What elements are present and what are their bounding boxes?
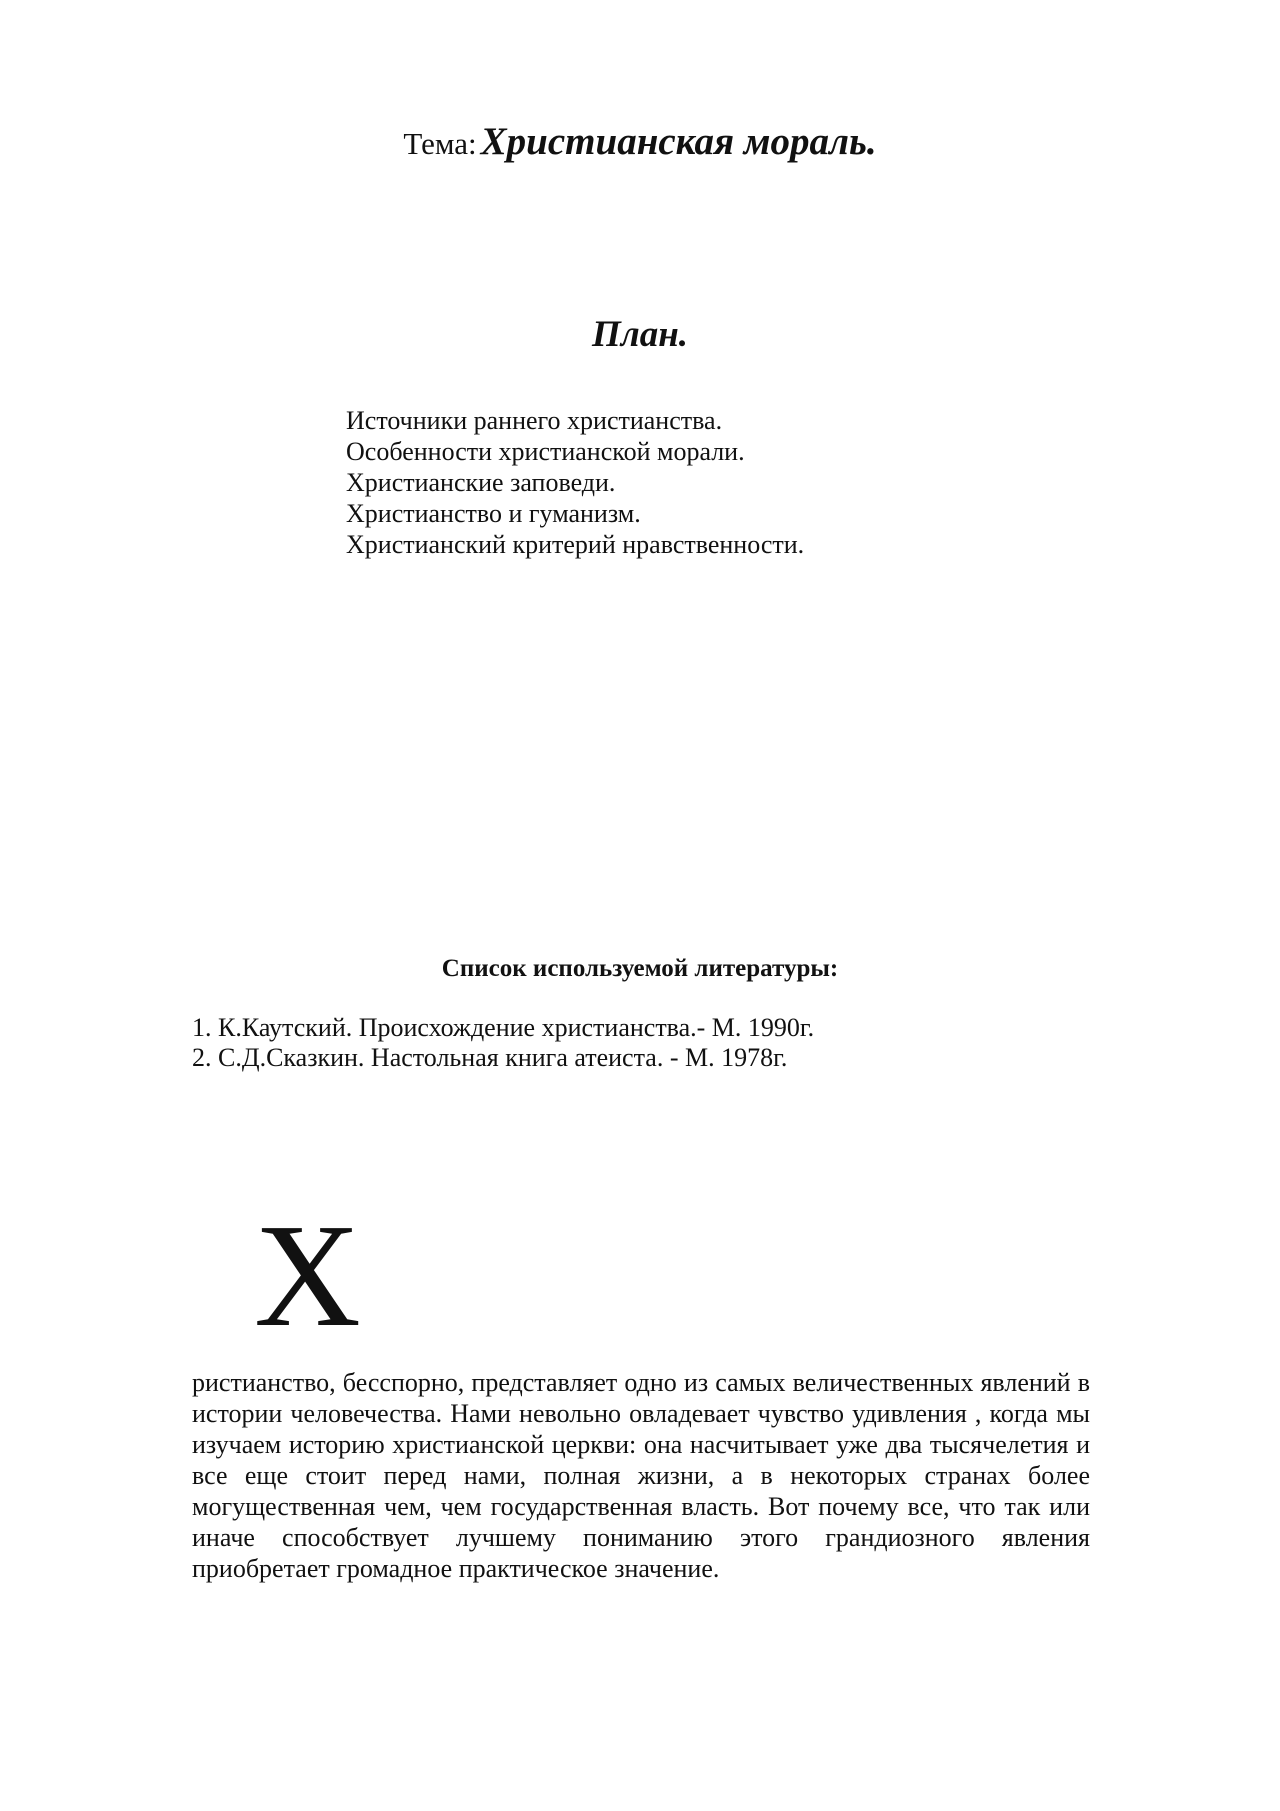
topic-label: Тема: <box>403 126 477 161</box>
plan-item: Христианство и гуманизм. <box>346 499 641 528</box>
intro-paragraph: ристианство, бесспорно, представляет одно из самых величественных явлений в истории человечества. Нами невольно овладевает чувство удивления , когда мы изучаем историю христианской церкви: она насчитывает уже два тысячелетия и все еще стоит перед нами, полная жизни, а в некоторых странах более могущественная чем, чем государственная власть. Вот почему все, что так или иначе способствует лучшему пониманию этого грандиозного явления приобретает громадное практическое значение. <box>192 1368 1090 1583</box>
literature-heading: Список используемой литературы: <box>441 955 839 982</box>
plan-item: Христианский критерий нравственности. <box>346 530 805 559</box>
literature-item: 1. К.Каутский. Происхождение христианства.- М. 1990г. <box>192 1013 815 1042</box>
plan-item: Источники раннего христианства. <box>346 406 723 435</box>
topic-title: Христианская мораль. <box>480 120 877 163</box>
literature-list <box>192 1013 814 1073</box>
plan-item: Особенности христианской морали. <box>346 437 745 466</box>
plan-heading: План. <box>591 314 689 355</box>
plan-list <box>346 405 804 560</box>
drop-cap: Х <box>254 1194 361 1358</box>
topic-line <box>0 122 1280 161</box>
plan-item: Христианские заповеди. <box>346 468 616 497</box>
intro-text <box>192 1367 1090 1584</box>
literature-item: 2. С.Д.Сказкин. Настольная книга атеиста. - М. 1978г. <box>192 1043 788 1072</box>
